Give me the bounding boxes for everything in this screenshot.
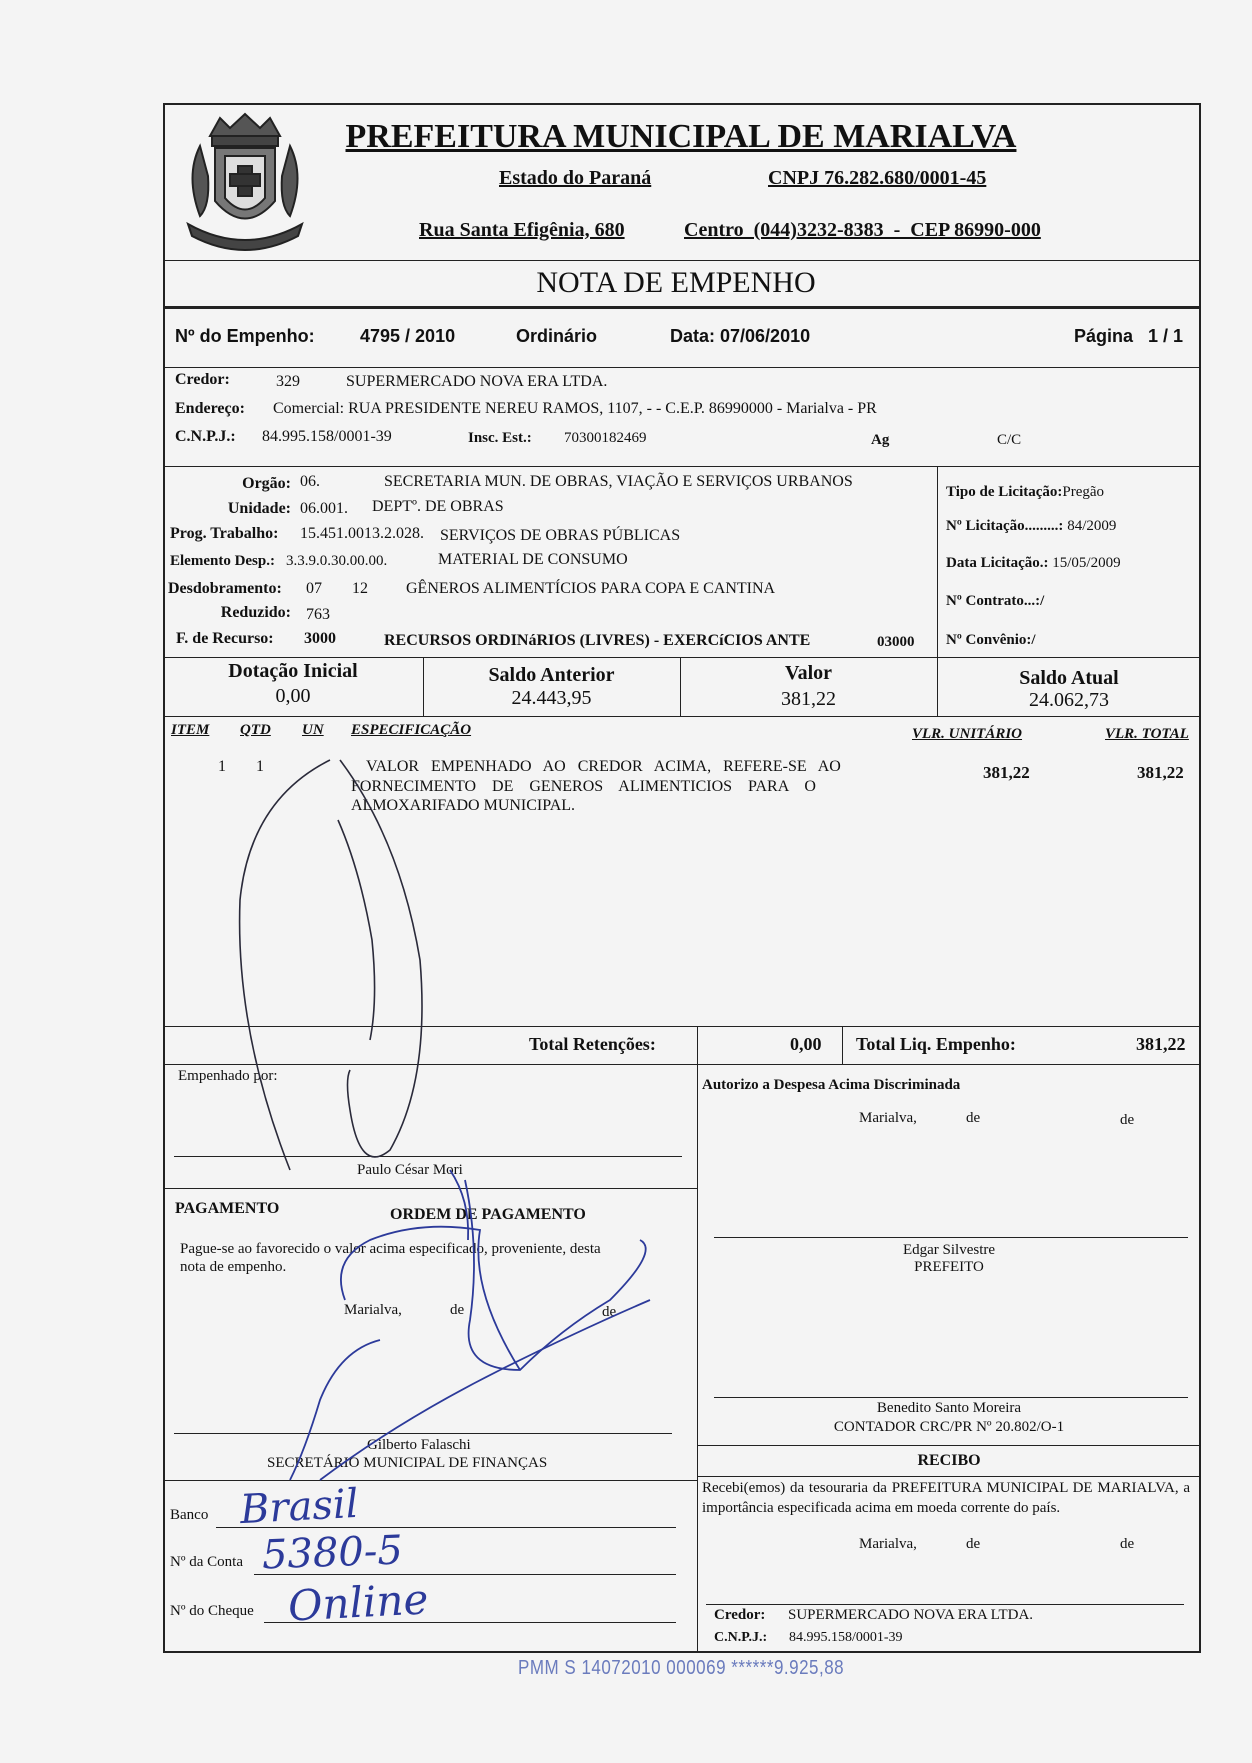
recibo-cnpj-label: C.N.P.J.: — [714, 1630, 768, 1645]
desdobramento-label: Desdobramento: — [168, 580, 282, 597]
secretario-role: SECRETÁRIO MUNICIPAL DE FINANÇAS — [267, 1455, 548, 1471]
liquido-value: 381,22 — [1136, 1034, 1186, 1054]
insc-value: 70300182469 — [564, 430, 647, 446]
empenhado-signer: Paulo César Mori — [357, 1162, 463, 1178]
header-cnpj: CNPJ 76.282.680/0001-45 — [768, 167, 987, 189]
credor-code: 329 — [276, 373, 300, 390]
header-state: Estado do Paraná — [499, 167, 652, 189]
cheque-value: Online — [286, 1574, 430, 1631]
header-title: PREFEITURA MUNICIPAL DE MARIALVA — [345, 118, 1017, 155]
conta-value: 5380-5 — [261, 1527, 404, 1579]
header-street: Rua Santa Efigênia, 680 — [419, 219, 625, 241]
tipo-licitacao-label: Tipo de Licitação:Pregão — [946, 484, 1105, 500]
contador-name: Benedito Santo Moreira — [876, 1400, 1022, 1416]
prog-code: 15.451.0013.2.028. — [300, 525, 424, 542]
ordem-pagamento-label: ORDEM DE PAGAMENTO — [390, 1206, 586, 1223]
empenhado-label: Empenhado por: — [178, 1068, 278, 1084]
elemento-label: Elemento Desp.: — [170, 553, 275, 569]
credor-name: SUPERMERCADO NOVA ERA LTDA. — [346, 373, 608, 390]
empenho-type: Ordinário — [516, 326, 598, 346]
prog-label: Prog. Trabalho: — [170, 525, 279, 542]
empenho-number-label: Nº do Empenho: — [175, 326, 315, 346]
agencia-label: Ag — [871, 432, 890, 448]
col-qtd: QTD — [240, 722, 271, 738]
header-address: Centro (044)3232-8383 - CEP 86990-000 — [684, 219, 1041, 241]
orgao-code: 06. — [300, 473, 320, 490]
secretario-name: Gilberto Falaschi — [367, 1437, 471, 1453]
credor-label: Credor: — [175, 371, 230, 388]
pagamento-label: PAGAMENTO — [175, 1200, 280, 1217]
autorizo-place: Marialva, — [859, 1110, 917, 1126]
autorizo-de2: de — [1120, 1112, 1135, 1128]
item-espec-line2: FORNECIMENTO DE GENEROS ALIMENTICIOS PARA O — [351, 778, 816, 795]
numero-licitacao-label: Nº Licitação.........: 84/2009 — [946, 518, 1117, 534]
recurso-code2: 03000 — [877, 634, 915, 650]
item-number: 1 — [218, 758, 226, 775]
prefeito-name: Edgar Silvestre — [902, 1242, 996, 1258]
col-un: UN — [302, 722, 324, 738]
orgao-label: Orgão: — [242, 475, 291, 492]
cheque-label: Nº do Cheque — [170, 1603, 254, 1619]
recibo-credor-value: SUPERMERCADO NOVA ERA LTDA. — [788, 1607, 1034, 1623]
autorizo-de1: de — [966, 1110, 981, 1126]
banco-value: Brasil — [238, 1480, 360, 1534]
recibo-de1: de — [966, 1536, 981, 1552]
col-valor-total: VLR. TOTAL — [1105, 726, 1189, 742]
pagamento-text-line2: nota de empenho. — [180, 1259, 287, 1275]
autorizo-title: Autorizo a Despesa Acima Discriminada — [702, 1077, 961, 1093]
liquido-label: Total Liq. Empenho: — [856, 1034, 1016, 1054]
endereco-label: Endereço: — [175, 400, 245, 417]
valor-value: 381,22 — [781, 688, 836, 710]
recibo-de2: de — [1120, 1536, 1135, 1552]
elemento-code: 3.3.9.0.30.00.00. — [286, 553, 388, 569]
contrato-label: Nº Contrato...:/ — [946, 593, 1045, 609]
cnpj-label: C.N.P.J.: — [175, 428, 236, 445]
retencoes-value: 0,00 — [790, 1034, 822, 1054]
recibo-text: Recebi(emos) da tesouraria da PREFEITURA MUNICIPAL DE MARIALVA, a importância especificada acima em moeda corrente do país. — [702, 1480, 1190, 1516]
convenio-label: Nº Convênio:/ — [946, 632, 1036, 648]
recibo-title: RECIBO — [917, 1452, 981, 1469]
data-licitacao-value: 15/05/2009 — [1052, 555, 1121, 571]
item-qtd: 1 — [256, 758, 264, 775]
valor-label: Valor — [784, 662, 833, 684]
pagamento-de1: de — [450, 1302, 465, 1318]
item-total-value: 381,22 — [1137, 763, 1184, 782]
banco-label: Banco — [170, 1507, 209, 1523]
endereco-value: Comercial: RUA PRESIDENTE NEREU RAMOS, 1107, - - C.E.P. 86990000 - Marialva - PR — [273, 400, 877, 417]
unidade-label: Unidade: — [227, 500, 291, 517]
conta-label: Nº da Conta — [170, 1554, 243, 1570]
item-unit-value: 381,22 — [983, 763, 1030, 782]
data-licitacao-label: Data Licitação.: 15/05/2009 — [946, 555, 1121, 571]
reduzido-label: Reduzido: — [220, 604, 291, 621]
page-number: 1 / 1 — [1148, 326, 1184, 346]
processing-stamp: PMM S 14072010 000069 ******9.925,88 — [518, 1656, 845, 1679]
insc-label: Insc. Est.: — [468, 430, 532, 446]
desdobramento-code1: 07 — [306, 580, 322, 597]
recurso-label: F. de Recurso: — [176, 630, 274, 647]
desdobramento-desc: GÊNEROS ALIMENTÍCIOS PARA COPA E CANTINA — [406, 580, 776, 597]
unidade-desc: DEPTº. DE OBRAS — [372, 498, 504, 515]
recurso-desc: RECURSOS ORDINáRIOS (LIVRES) - EXERCíCIOS ANTE — [384, 632, 811, 649]
saldo-atual-value: 24.062,73 — [1029, 689, 1109, 711]
empenho-date: Data: 07/06/2010 — [670, 326, 811, 346]
recurso-code: 3000 — [304, 630, 336, 647]
pagamento-de2: de — [602, 1304, 617, 1320]
saldo-anterior-label: Saldo Anterior — [488, 664, 615, 686]
desdobramento-code2: 12 — [352, 580, 368, 597]
numero-licitacao-value: 84/2009 — [1067, 518, 1117, 534]
cnpj-value: 84.995.158/0001-39 — [262, 428, 392, 445]
tipo-licitacao-value: Pregão — [1062, 484, 1105, 500]
dotacao-value: 0,00 — [275, 685, 311, 707]
contador-role: CONTADOR CRC/PR Nº 20.802/O-1 — [833, 1419, 1065, 1435]
orgao-desc: SECRETARIA MUN. DE OBRAS, VIAÇÃO E SERVIÇOS URBANOS — [384, 473, 853, 490]
recibo-place: Marialva, — [859, 1536, 917, 1552]
elemento-desc: MATERIAL DE CONSUMO — [438, 551, 628, 568]
page-label: Página — [1074, 326, 1134, 346]
col-especificacao: ESPECIFICAÇÃO — [351, 722, 472, 738]
document-title: NOTA DE EMPENHO — [536, 266, 816, 299]
prog-desc: SERVIÇOS DE OBRAS PÚBLICAS — [440, 527, 681, 544]
retencoes-label: Total Retenções: — [529, 1034, 656, 1054]
pagamento-text-line1: Pague-se ao favorecido o valor acima especificado, proveniente, desta — [180, 1241, 601, 1257]
item-espec-line1: VALOR EMPENHADO AO CREDOR ACIMA, REFERE-SE AO — [366, 758, 841, 775]
empenho-number: 4795 / 2010 — [360, 326, 456, 346]
recibo-credor-label: Credor: — [714, 1607, 766, 1623]
unidade-code: 06.001. — [300, 500, 348, 517]
saldo-atual-label: Saldo Atual — [1019, 667, 1119, 689]
item-espec-line3: ALMOXARIFADO MUNICIPAL. — [351, 797, 576, 814]
col-valor-unitario: VLR. UNITÁRIO — [912, 726, 1023, 742]
recibo-cnpj-value: 84.995.158/0001-39 — [789, 1630, 903, 1645]
prefeito-role: PREFEITO — [914, 1259, 984, 1275]
saldo-anterior-value: 24.443,95 — [511, 687, 592, 709]
pagamento-place: Marialva, — [344, 1302, 402, 1318]
reduzido-value: 763 — [306, 606, 330, 623]
conta-corrente-label: C/C — [997, 432, 1022, 448]
col-item: ITEM — [171, 722, 210, 738]
dotacao-label: Dotação Inicial — [228, 660, 358, 682]
